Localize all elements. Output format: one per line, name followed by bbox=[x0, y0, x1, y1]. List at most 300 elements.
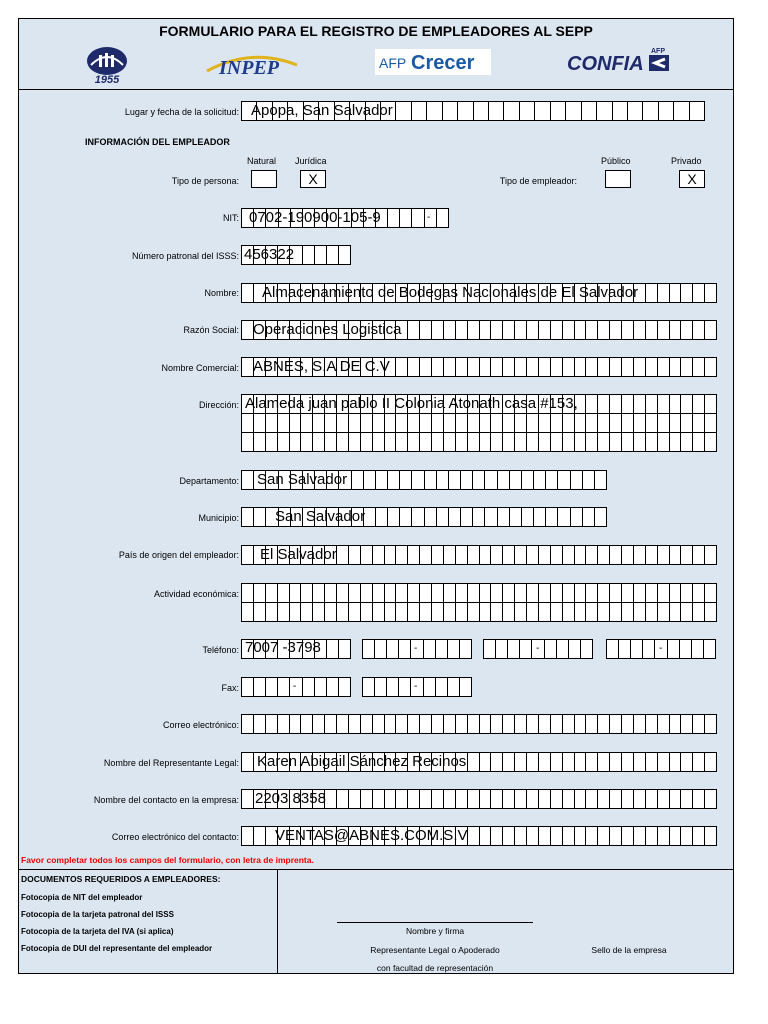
input-cell[interactable] bbox=[479, 827, 491, 845]
correo-field[interactable] bbox=[241, 714, 717, 734]
input-cell[interactable] bbox=[242, 827, 253, 845]
input-cell[interactable] bbox=[691, 640, 703, 658]
input-cell[interactable] bbox=[375, 471, 387, 489]
actividad-field-line-2[interactable] bbox=[241, 602, 717, 622]
input-cell[interactable] bbox=[338, 678, 350, 696]
input-cell[interactable] bbox=[431, 715, 443, 733]
input-cell[interactable] bbox=[436, 209, 448, 227]
input-cell[interactable] bbox=[607, 640, 618, 658]
input-cell[interactable] bbox=[581, 102, 596, 120]
input-cell[interactable] bbox=[621, 321, 633, 339]
input-cell[interactable] bbox=[253, 414, 265, 432]
input-cell[interactable] bbox=[457, 102, 472, 120]
input-cell[interactable] bbox=[312, 414, 324, 432]
input-cell[interactable] bbox=[348, 603, 360, 621]
input-cell[interactable] bbox=[669, 414, 681, 432]
input-cell[interactable] bbox=[562, 546, 574, 564]
input-cell[interactable] bbox=[360, 433, 372, 451]
natural-checkbox[interactable] bbox=[251, 170, 277, 188]
input-cell[interactable] bbox=[398, 640, 410, 658]
input-cell[interactable] bbox=[479, 414, 491, 432]
input-cell[interactable] bbox=[645, 753, 657, 771]
input-cell[interactable] bbox=[680, 395, 692, 413]
input-cell[interactable] bbox=[657, 433, 669, 451]
input-cell[interactable] bbox=[326, 640, 338, 658]
input-cell[interactable] bbox=[574, 584, 586, 602]
input-cell[interactable] bbox=[645, 603, 657, 621]
input-cell[interactable] bbox=[585, 358, 597, 376]
input-cell[interactable] bbox=[680, 827, 692, 845]
input-cell[interactable] bbox=[336, 790, 348, 808]
input-cell[interactable] bbox=[395, 603, 407, 621]
input-cell[interactable] bbox=[704, 546, 716, 564]
input-cell[interactable] bbox=[419, 433, 431, 451]
input-cell[interactable] bbox=[488, 102, 503, 120]
input-cell[interactable] bbox=[645, 321, 657, 339]
input-cell[interactable] bbox=[338, 246, 350, 264]
input-cell[interactable] bbox=[704, 827, 716, 845]
input-cell[interactable] bbox=[443, 546, 455, 564]
input-cell[interactable] bbox=[387, 508, 399, 526]
input-cell[interactable] bbox=[680, 321, 692, 339]
input-cell[interactable] bbox=[443, 790, 455, 808]
input-cell[interactable] bbox=[374, 678, 386, 696]
input-cell[interactable] bbox=[562, 358, 574, 376]
input-cell[interactable] bbox=[657, 603, 669, 621]
input-cell[interactable] bbox=[479, 321, 491, 339]
input-cell[interactable] bbox=[597, 433, 609, 451]
input-cell[interactable] bbox=[645, 433, 657, 451]
input-cell[interactable] bbox=[585, 753, 597, 771]
input-cell[interactable] bbox=[253, 678, 265, 696]
input-cell[interactable] bbox=[363, 471, 375, 489]
input-cell[interactable] bbox=[460, 471, 472, 489]
input-cell[interactable] bbox=[509, 471, 521, 489]
input-cell[interactable] bbox=[419, 584, 431, 602]
input-cell[interactable] bbox=[419, 414, 431, 432]
input-cell[interactable] bbox=[424, 471, 436, 489]
input-cell[interactable] bbox=[704, 414, 716, 432]
input-cell[interactable] bbox=[467, 790, 479, 808]
input-cell[interactable] bbox=[479, 715, 491, 733]
input-cell[interactable] bbox=[431, 414, 443, 432]
input-cell[interactable] bbox=[514, 414, 526, 432]
input-cell[interactable] bbox=[704, 790, 716, 808]
input-cell[interactable] bbox=[490, 753, 502, 771]
input-cell[interactable] bbox=[411, 471, 423, 489]
input-cell[interactable] bbox=[514, 827, 526, 845]
input-cell[interactable] bbox=[300, 433, 312, 451]
input-cell[interactable] bbox=[633, 790, 645, 808]
input-cell[interactable] bbox=[277, 414, 289, 432]
input-cell[interactable] bbox=[550, 584, 562, 602]
input-cell[interactable] bbox=[479, 753, 491, 771]
input-cell[interactable] bbox=[692, 284, 704, 302]
input-cell[interactable] bbox=[484, 640, 495, 658]
input-cell[interactable] bbox=[633, 395, 645, 413]
input-cell[interactable] bbox=[526, 715, 538, 733]
input-cell[interactable] bbox=[448, 508, 460, 526]
input-cell[interactable] bbox=[419, 321, 431, 339]
input-cell[interactable] bbox=[582, 508, 594, 526]
input-cell[interactable] bbox=[265, 715, 277, 733]
input-cell[interactable] bbox=[621, 584, 633, 602]
input-cell[interactable] bbox=[490, 433, 502, 451]
input-cell[interactable] bbox=[314, 678, 326, 696]
input-cell[interactable] bbox=[242, 678, 253, 696]
input-cell[interactable] bbox=[447, 640, 459, 658]
input-cell[interactable] bbox=[621, 603, 633, 621]
input-cell[interactable] bbox=[407, 358, 419, 376]
input-cell[interactable] bbox=[692, 790, 704, 808]
input-cell[interactable] bbox=[669, 603, 681, 621]
input-cell[interactable] bbox=[669, 358, 681, 376]
input-cell[interactable] bbox=[514, 433, 526, 451]
input-cell[interactable] bbox=[324, 603, 336, 621]
input-cell[interactable] bbox=[338, 640, 350, 658]
input-cell[interactable] bbox=[521, 508, 533, 526]
input-cell[interactable] bbox=[562, 584, 574, 602]
input-cell[interactable] bbox=[372, 584, 384, 602]
input-cell[interactable] bbox=[360, 603, 372, 621]
input-cell[interactable] bbox=[324, 790, 336, 808]
input-cell[interactable] bbox=[443, 715, 455, 733]
input-cell[interactable] bbox=[633, 584, 645, 602]
input-cell[interactable] bbox=[585, 715, 597, 733]
input-cell[interactable] bbox=[645, 546, 657, 564]
input-cell[interactable] bbox=[704, 753, 716, 771]
input-cell[interactable] bbox=[242, 321, 253, 339]
input-cell[interactable] bbox=[669, 827, 681, 845]
input-cell[interactable] bbox=[395, 715, 407, 733]
input-cell[interactable] bbox=[502, 546, 514, 564]
input-cell[interactable] bbox=[538, 603, 550, 621]
input-cell[interactable] bbox=[326, 246, 338, 264]
input-cell[interactable] bbox=[565, 102, 580, 120]
input-cell[interactable] bbox=[399, 508, 411, 526]
input-cell[interactable] bbox=[242, 715, 253, 733]
input-cell[interactable] bbox=[514, 546, 526, 564]
input-cell[interactable] bbox=[407, 433, 419, 451]
input-cell[interactable] bbox=[253, 827, 265, 845]
input-cell[interactable] bbox=[431, 790, 443, 808]
input-cell[interactable] bbox=[692, 433, 704, 451]
input-cell[interactable] bbox=[538, 321, 550, 339]
input-cell[interactable] bbox=[442, 102, 457, 120]
input-cell[interactable] bbox=[289, 603, 301, 621]
input-cell[interactable] bbox=[585, 790, 597, 808]
input-cell[interactable] bbox=[443, 584, 455, 602]
input-cell[interactable] bbox=[580, 640, 592, 658]
input-cell[interactable] bbox=[609, 414, 621, 432]
input-cell[interactable] bbox=[253, 433, 265, 451]
input-cell[interactable] bbox=[519, 102, 534, 120]
input-cell[interactable] bbox=[289, 433, 301, 451]
input-cell[interactable] bbox=[597, 321, 609, 339]
input-cell[interactable] bbox=[704, 584, 716, 602]
input-cell[interactable] bbox=[479, 433, 491, 451]
input-cell[interactable] bbox=[556, 640, 568, 658]
input-cell[interactable] bbox=[419, 546, 431, 564]
input-cell[interactable] bbox=[460, 508, 472, 526]
input-cell[interactable] bbox=[455, 321, 467, 339]
input-cell[interactable] bbox=[411, 102, 426, 120]
input-cell[interactable] bbox=[312, 603, 324, 621]
input-cell[interactable] bbox=[502, 603, 514, 621]
input-cell[interactable] bbox=[645, 827, 657, 845]
input-cell[interactable] bbox=[300, 414, 312, 432]
input-cell[interactable] bbox=[419, 715, 431, 733]
input-cell[interactable] bbox=[387, 471, 399, 489]
input-cell[interactable] bbox=[467, 358, 479, 376]
input-cell[interactable] bbox=[657, 414, 669, 432]
input-cell[interactable] bbox=[574, 753, 586, 771]
input-cell[interactable] bbox=[692, 715, 704, 733]
input-cell[interactable] bbox=[384, 584, 396, 602]
input-cell[interactable] bbox=[455, 584, 467, 602]
input-cell[interactable] bbox=[300, 584, 312, 602]
input-cell[interactable] bbox=[514, 584, 526, 602]
input-cell[interactable] bbox=[431, 433, 443, 451]
input-cell[interactable] bbox=[431, 546, 443, 564]
input-cell[interactable] bbox=[423, 640, 435, 658]
input-cell[interactable] bbox=[633, 321, 645, 339]
input-cell[interactable] bbox=[395, 102, 410, 120]
input-cell[interactable] bbox=[431, 321, 443, 339]
input-cell[interactable] bbox=[467, 433, 479, 451]
input-cell[interactable] bbox=[431, 584, 443, 602]
input-cell[interactable] bbox=[526, 546, 538, 564]
input-cell[interactable] bbox=[312, 433, 324, 451]
input-cell[interactable] bbox=[633, 827, 645, 845]
input-cell[interactable] bbox=[550, 321, 562, 339]
input-cell[interactable] bbox=[360, 414, 372, 432]
input-cell[interactable] bbox=[302, 678, 314, 696]
input-cell[interactable] bbox=[570, 471, 582, 489]
input-cell[interactable] bbox=[562, 414, 574, 432]
input-cell[interactable] bbox=[490, 603, 502, 621]
input-cell[interactable] bbox=[443, 414, 455, 432]
input-cell[interactable] bbox=[657, 715, 669, 733]
input-cell[interactable] bbox=[618, 640, 630, 658]
input-cell[interactable] bbox=[514, 603, 526, 621]
input-cell[interactable] bbox=[585, 584, 597, 602]
input-cell[interactable] bbox=[669, 546, 681, 564]
privado-checkbox[interactable]: X bbox=[679, 170, 705, 188]
input-cell[interactable] bbox=[336, 584, 348, 602]
input-cell[interactable] bbox=[490, 358, 502, 376]
input-cell[interactable] bbox=[633, 603, 645, 621]
input-cell[interactable] bbox=[411, 209, 423, 227]
input-cell[interactable] bbox=[680, 790, 692, 808]
input-cell[interactable] bbox=[484, 508, 496, 526]
input-cell[interactable] bbox=[395, 790, 407, 808]
input-cell[interactable] bbox=[424, 508, 436, 526]
input-cell[interactable] bbox=[447, 678, 459, 696]
input-cell[interactable] bbox=[609, 715, 621, 733]
input-cell[interactable] bbox=[242, 433, 253, 451]
input-cell[interactable] bbox=[431, 603, 443, 621]
input-cell[interactable] bbox=[594, 471, 606, 489]
input-cell[interactable] bbox=[597, 715, 609, 733]
input-cell[interactable] bbox=[502, 321, 514, 339]
input-cell[interactable] bbox=[502, 414, 514, 432]
input-cell[interactable] bbox=[242, 584, 253, 602]
input-cell[interactable] bbox=[455, 603, 467, 621]
input-cell[interactable] bbox=[443, 321, 455, 339]
input-cell[interactable] bbox=[679, 640, 691, 658]
input-cell[interactable] bbox=[395, 584, 407, 602]
input-cell[interactable] bbox=[597, 395, 609, 413]
input-cell[interactable] bbox=[585, 414, 597, 432]
input-cell[interactable] bbox=[597, 790, 609, 808]
input-cell[interactable] bbox=[562, 715, 574, 733]
input-cell[interactable] bbox=[597, 753, 609, 771]
input-cell[interactable] bbox=[627, 102, 642, 120]
input-cell[interactable] bbox=[372, 546, 384, 564]
input-cell[interactable] bbox=[242, 753, 253, 771]
input-cell[interactable] bbox=[526, 358, 538, 376]
input-cell[interactable] bbox=[455, 414, 467, 432]
input-cell[interactable] bbox=[704, 395, 716, 413]
input-cell[interactable] bbox=[467, 827, 479, 845]
input-cell[interactable] bbox=[534, 102, 549, 120]
input-cell[interactable] bbox=[612, 102, 627, 120]
input-cell[interactable] bbox=[479, 546, 491, 564]
input-cell[interactable] bbox=[372, 433, 384, 451]
input-cell[interactable] bbox=[372, 790, 384, 808]
input-cell[interactable] bbox=[519, 640, 531, 658]
input-cell[interactable] bbox=[426, 102, 441, 120]
input-cell[interactable] bbox=[550, 790, 562, 808]
input-cell[interactable] bbox=[645, 284, 657, 302]
input-cell[interactable] bbox=[502, 790, 514, 808]
input-cell[interactable] bbox=[336, 433, 348, 451]
input-cell[interactable] bbox=[455, 358, 467, 376]
input-cell[interactable] bbox=[436, 508, 448, 526]
input-cell[interactable] bbox=[597, 546, 609, 564]
input-cell[interactable] bbox=[312, 584, 324, 602]
input-cell[interactable] bbox=[467, 753, 479, 771]
input-cell[interactable] bbox=[490, 827, 502, 845]
input-cell[interactable] bbox=[692, 827, 704, 845]
input-cell[interactable] bbox=[538, 358, 550, 376]
input-cell[interactable] bbox=[538, 827, 550, 845]
input-cell[interactable] bbox=[597, 603, 609, 621]
input-cell[interactable] bbox=[621, 546, 633, 564]
input-cell[interactable] bbox=[609, 395, 621, 413]
input-cell[interactable] bbox=[550, 358, 562, 376]
input-cell[interactable] bbox=[562, 790, 574, 808]
input-cell[interactable] bbox=[384, 414, 396, 432]
input-cell[interactable] bbox=[455, 433, 467, 451]
input-cell[interactable] bbox=[473, 102, 488, 120]
input-cell[interactable] bbox=[597, 358, 609, 376]
input-cell[interactable] bbox=[360, 584, 372, 602]
input-cell[interactable] bbox=[314, 246, 326, 264]
input-cell[interactable] bbox=[609, 321, 621, 339]
input-cell[interactable] bbox=[419, 358, 431, 376]
input-cell[interactable] bbox=[633, 358, 645, 376]
input-cell[interactable] bbox=[399, 471, 411, 489]
input-cell[interactable] bbox=[490, 321, 502, 339]
input-cell[interactable] bbox=[384, 715, 396, 733]
input-cell[interactable] bbox=[386, 678, 398, 696]
input-cell[interactable] bbox=[550, 603, 562, 621]
input-cell[interactable] bbox=[645, 358, 657, 376]
input-cell[interactable] bbox=[502, 753, 514, 771]
input-cell[interactable] bbox=[490, 546, 502, 564]
input-cell[interactable] bbox=[645, 790, 657, 808]
input-cell[interactable] bbox=[502, 715, 514, 733]
input-cell[interactable] bbox=[455, 546, 467, 564]
input-cell[interactable] bbox=[360, 790, 372, 808]
input-cell[interactable] bbox=[514, 753, 526, 771]
input-cell[interactable] bbox=[533, 471, 545, 489]
input-cell[interactable] bbox=[336, 715, 348, 733]
input-cell[interactable] bbox=[419, 603, 431, 621]
input-cell[interactable] bbox=[289, 715, 301, 733]
input-cell[interactable] bbox=[630, 640, 642, 658]
input-cell[interactable] bbox=[526, 414, 538, 432]
input-cell[interactable] bbox=[538, 715, 550, 733]
input-cell[interactable] bbox=[680, 715, 692, 733]
input-cell[interactable] bbox=[431, 358, 443, 376]
input-cell[interactable] bbox=[277, 603, 289, 621]
input-cell[interactable] bbox=[544, 640, 556, 658]
input-cell[interactable] bbox=[277, 584, 289, 602]
input-cell[interactable] bbox=[348, 433, 360, 451]
input-cell[interactable] bbox=[657, 753, 669, 771]
input-cell[interactable] bbox=[502, 433, 514, 451]
input-cell[interactable] bbox=[574, 603, 586, 621]
input-cell[interactable] bbox=[550, 414, 562, 432]
input-cell[interactable] bbox=[472, 508, 484, 526]
input-cell[interactable] bbox=[538, 753, 550, 771]
input-cell[interactable] bbox=[562, 433, 574, 451]
actividad-field-line-1[interactable] bbox=[241, 583, 717, 603]
input-cell[interactable] bbox=[680, 433, 692, 451]
input-cell[interactable] bbox=[550, 827, 562, 845]
input-cell[interactable] bbox=[550, 546, 562, 564]
input-cell[interactable] bbox=[621, 790, 633, 808]
input-cell[interactable] bbox=[545, 471, 557, 489]
input-cell[interactable] bbox=[467, 715, 479, 733]
input-cell[interactable] bbox=[407, 546, 419, 564]
input-cell[interactable] bbox=[692, 321, 704, 339]
input-cell[interactable] bbox=[597, 827, 609, 845]
input-cell[interactable] bbox=[384, 790, 396, 808]
input-cell[interactable] bbox=[300, 715, 312, 733]
publico-checkbox[interactable] bbox=[605, 170, 631, 188]
input-cell[interactable] bbox=[277, 678, 289, 696]
input-cell[interactable] bbox=[557, 508, 569, 526]
input-cell[interactable] bbox=[514, 358, 526, 376]
input-cell[interactable] bbox=[574, 433, 586, 451]
input-cell[interactable] bbox=[562, 603, 574, 621]
input-cell[interactable] bbox=[585, 546, 597, 564]
input-cell[interactable] bbox=[669, 284, 681, 302]
input-cell[interactable] bbox=[253, 508, 265, 526]
input-cell[interactable] bbox=[242, 790, 253, 808]
input-cell[interactable] bbox=[302, 246, 314, 264]
input-cell[interactable] bbox=[372, 414, 384, 432]
input-cell[interactable] bbox=[336, 546, 348, 564]
input-cell[interactable] bbox=[568, 640, 580, 658]
input-cell[interactable] bbox=[669, 395, 681, 413]
input-cell[interactable] bbox=[514, 321, 526, 339]
input-cell[interactable] bbox=[689, 102, 704, 120]
